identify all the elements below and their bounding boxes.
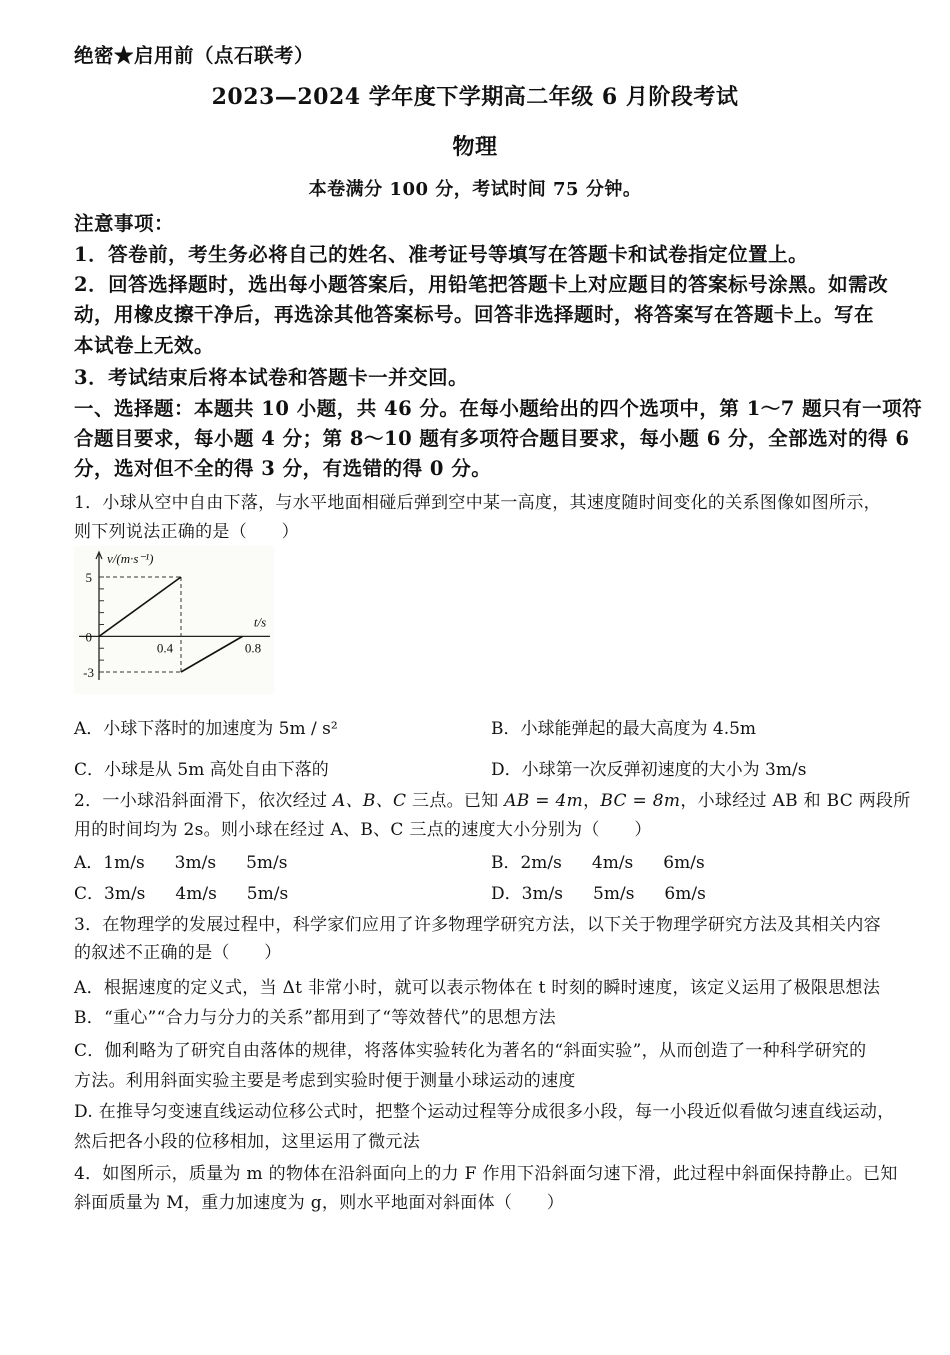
q2-b-value: B．2m/s [491, 853, 562, 873]
question-4-stem: 斜面质量为 M，重力加速度为 g，则水平地面对斜面体（ ） [74, 1193, 565, 1213]
q3-option-b[interactable]: B．“重心”“合力与分力的关系”都用到了“等效替代”的思想方法 [74, 1008, 556, 1028]
q2-d-value: 6m/s [664, 884, 706, 904]
x-tick-label: 0.8 [244, 640, 262, 656]
q3-option-a[interactable]: A．根据速度的定义式，当 Δt 非常小时，就可以表示物体在 t 时刻的瞬时速度，该定义运用了极限思想法 [74, 978, 881, 998]
q2-c-value: 5m/s [246, 884, 289, 904]
velocity-time-chart [74, 546, 274, 694]
q2-d-value: D．3m/s [491, 884, 564, 904]
question-3-stem: 3．在物理学的发展过程中，科学家们应用了许多物理学研究方法，以下关于物理学研究方法及其相关内容 [74, 915, 881, 935]
notice-line: 2．回答选择题时，选出每小题答案后，用铅笔把答题卡上对应题目的答案标号涂黑。如需改 [74, 273, 889, 296]
notice-line: 动，用橡皮擦干净后，再选涂其他答案标号。回答非选择题时，将答案写在答题卡上。写在 [74, 303, 875, 326]
q2-a-value: A．1m/s [74, 853, 145, 873]
question-4-stem: 4．如图所示，质量为 m 的物体在沿斜面向上的力 F 作用下沿斜面匀速下滑，此过程中斜面保持静止。已知 [74, 1164, 898, 1184]
question-2-stem [74, 786, 911, 811]
q2-b-value: 6m/s [663, 853, 705, 873]
q2-text: 三点。已知 [406, 791, 505, 811]
exam-title: 2023—2024 学年度下学期高二年级 6 月阶段考试 [211, 84, 739, 110]
subject-title: 物理 [452, 134, 498, 160]
q1-option-c[interactable]: C．小球是从 5m 高处自由下落的 [74, 760, 329, 780]
notice-heading: 注意事项： [74, 212, 175, 235]
q3-option-c-cont: 方法。利用斜面实验主要是考虑到实验时便于测量小球运动的速度 [74, 1071, 576, 1091]
q2-text: ，小球经过 AB 和 BC 两段所 [680, 791, 911, 811]
question-1-stem: 1．小球从空中自由下落，与水平地面相碰后弹到空中某一高度，其速度随时间变化的关系图像如图所示， [74, 493, 881, 513]
q2-ab-length: AB = 4m [504, 791, 584, 811]
q2-c-value: C．3m/s [74, 884, 146, 904]
q2-text: 2．一小球沿斜面滑下，依次经过 [74, 791, 334, 811]
q1-option-a[interactable]: A．小球下落时的加速度为 5m / s² [74, 719, 338, 739]
y-tick-label: 0 [85, 629, 92, 645]
x-axis-label: t/s [253, 614, 267, 630]
section-intro-line: 分，选对但不全的得 3 分，有选错的得 0 分。 [74, 457, 492, 480]
q2-d-value: 5m/s [593, 884, 635, 904]
q3-option-d-cont: 然后把各小段的位移相加，这里运用了微元法 [74, 1132, 420, 1152]
q2-text: ， [583, 791, 601, 811]
question-3-stem: 的叙述不正确的是（ ） [74, 943, 282, 963]
q1-option-d[interactable]: D．小球第一次反弹初速度的大小为 3m/s [491, 760, 807, 780]
y-tick-label: -3 [83, 665, 94, 680]
q3-option-d[interactable]: D. 在推导匀变速直线运动位移公式时，把整个运动过程等分成很多小段，每一小段近似看做匀速直线运动， [74, 1102, 895, 1122]
q3-option-c[interactable]: C．伽利略为了研究自由落体的规律，将落体实验转化为著名的“斜面实验”，从而创造了一种科学研究的 [74, 1041, 867, 1061]
section-intro-line: 一、选择题：本题共 10 小题，共 46 分。在每小题给出的四个选项中，第 1～7 题只有一项符 [74, 397, 923, 420]
question-1-stem: 则下列说法正确的是（ ） [74, 522, 299, 542]
secret-label: 绝密★启用前（点石联考） [74, 44, 315, 67]
q2-a-value: 5m/s [246, 853, 288, 873]
y-axis-label: v/(m·s⁻¹) [107, 551, 154, 566]
q2-b-value: 4m/s [591, 853, 634, 873]
notice-line: 1．答卷前，考生务必将自己的姓名、准考证号等填写在答题卡和试卷指定位置上。 [74, 243, 809, 266]
q2-option-c[interactable] [74, 879, 288, 904]
y-tick-label: 5 [85, 570, 92, 585]
section-intro-line: 合题目要求，每小题 4 分；第 8～10 题有多项符合题目要求，每小题 6 分，全部选对的得 6 [74, 427, 910, 450]
notice-line: 3．考试结束后将本试卷和答题卡一并交回。 [74, 366, 469, 389]
question-2-stem: 用的时间均为 2s。则小球在经过 A、B、C 三点的速度大小分别为（ ） [74, 820, 652, 840]
q2-option-d[interactable] [491, 879, 706, 904]
exam-meta: 本卷满分 100 分，考试时间 75 分钟。 [308, 179, 642, 200]
x-tick-label: 0.4 [156, 640, 174, 656]
notice-line: 本试卷上无效。 [74, 334, 215, 357]
q2-bc-length: BC = 8m [600, 791, 681, 811]
q2-option-b[interactable] [491, 848, 705, 873]
q1-option-b[interactable]: B．小球能弹起的最大高度为 4.5m [491, 719, 757, 739]
q2-option-a[interactable] [74, 848, 287, 873]
q2-a-value: 3m/s [174, 853, 217, 873]
q2-c-value: 4m/s [175, 884, 217, 904]
q2-points: A、B、C [333, 791, 407, 811]
